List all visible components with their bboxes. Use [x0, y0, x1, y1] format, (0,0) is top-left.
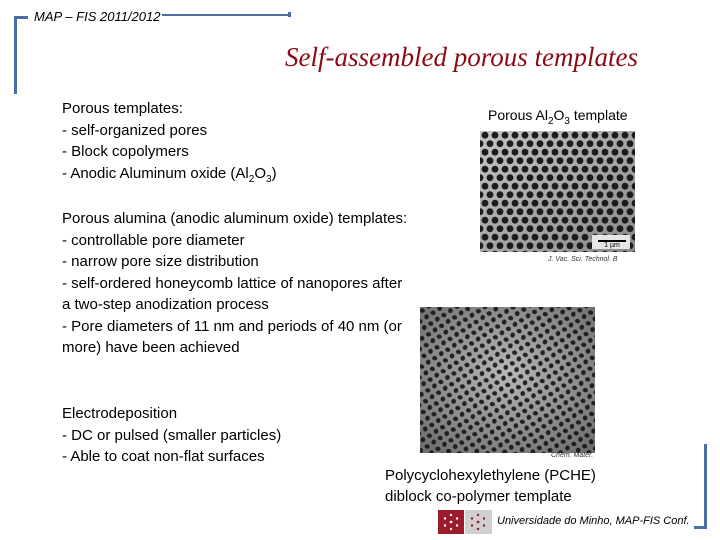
block3-item: - Able to coat non-flat surfaces — [62, 448, 265, 465]
aao-mid: O — [254, 164, 266, 182]
figure1-credit: J. Vac. Sci. Technol. B — [548, 256, 618, 263]
fig1-label-prefix: Porous Al — [488, 107, 548, 123]
porous-templates-block — [62, 98, 277, 184]
slide-title: Self-assembled porous templates — [285, 42, 638, 72]
block2-heading: Porous alumina (anodic aluminum oxide) templates: — [62, 210, 408, 227]
header-rule-cap — [288, 12, 291, 17]
frame-bar-right — [704, 444, 707, 528]
caption-line: Polycyclohexylethylene (PCHE) — [385, 467, 596, 484]
fig1-label-mid: O — [553, 107, 565, 123]
block2-item: - Pore diameters of 11 nm and periods of 40 nm (or more) have been achieved — [62, 317, 402, 356]
figure2-caption — [385, 465, 596, 507]
block1-item: - self-organized pores — [62, 121, 208, 139]
figure1-label — [488, 107, 628, 127]
aao-sub: 2 — [248, 173, 255, 185]
block1-item: - Block copolymers — [62, 143, 189, 160]
scale-label: 1 µm — [604, 242, 620, 249]
block1-item-aao — [62, 163, 277, 185]
caption-line: diblock co-polymer template — [385, 488, 572, 505]
block2-item: - controllable pore diameter — [62, 231, 245, 249]
block2-item: - self-ordered honeycomb lattice of nanopores after a two-step anodization process — [62, 274, 403, 313]
aao-sub: 3 — [266, 173, 272, 185]
frame-corner-bottom-right — [694, 526, 707, 529]
frame-bar-left — [14, 16, 17, 94]
footer-text: Universidade do Minho, MAP-FIS Conf. — [497, 515, 690, 527]
header-rule — [162, 14, 290, 16]
aao-suffix: ) — [271, 164, 277, 182]
aao-prefix: - Anodic Aluminum oxide (Al — [62, 164, 249, 182]
pche-sem-image — [420, 307, 595, 453]
fig1-label-sub: 3 — [564, 115, 570, 127]
fig1-label-suffix: template — [569, 107, 628, 123]
block3-item: - DC or pulsed (smaller particles) — [62, 426, 282, 444]
electrodeposition-block — [62, 403, 281, 468]
block2-item: - narrow pore size distribution — [62, 253, 259, 270]
block1-heading: Porous templates: — [62, 100, 183, 117]
alumina-sem-image — [480, 131, 635, 252]
porous-alumina-block — [62, 208, 412, 359]
course-label: MAP – FIS 2011/2012 — [34, 9, 161, 24]
university-logo — [438, 510, 492, 534]
block3-heading: Electrodeposition — [62, 405, 178, 422]
fig1-label-sub: 2 — [547, 115, 554, 127]
figure2-credit: Chem. Mater. — [551, 452, 594, 459]
